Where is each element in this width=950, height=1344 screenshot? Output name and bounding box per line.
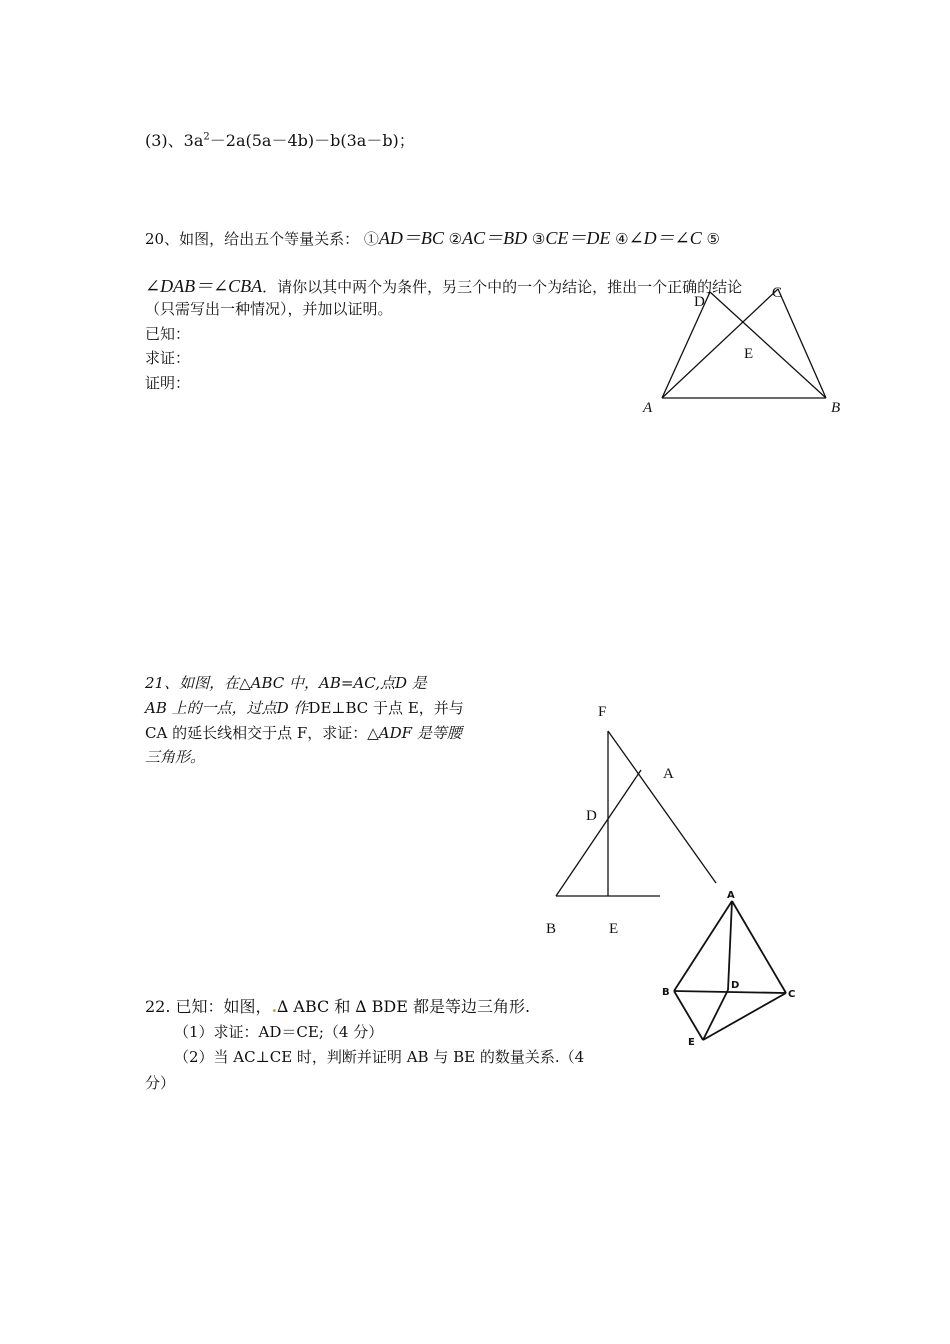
q20-label-d: D — [694, 294, 705, 310]
q19-expr-a: 3a — [183, 131, 204, 150]
q22-label-b: B — [662, 987, 670, 998]
q20-label-b: B — [831, 400, 841, 416]
q21-label-e: E — [609, 921, 619, 937]
q22-line1-a: 22. 已知：如图， — [145, 997, 272, 1016]
q20-line3: （只需写出一种情况），并加以证明。 — [145, 300, 393, 318]
q21-line4: 三角形。 — [145, 748, 206, 766]
q21-line2-a: AB 上的一点，过点D 作 — [145, 699, 309, 717]
q21-line3-b: ADF 是等腰 — [378, 724, 462, 742]
q22-segment-ab — [674, 901, 732, 991]
q22-segment-ac — [732, 901, 786, 993]
q20-known: 已知： — [145, 325, 191, 343]
q20-relation-4: ∠D＝∠C — [628, 228, 702, 248]
q21-line2-b: DE⊥BC 于点 E，并与 — [308, 699, 464, 717]
q21-label-d: D — [586, 808, 597, 824]
q20-circle-1: ① — [363, 230, 379, 248]
q20-circle-5: ⑤ — [706, 230, 720, 248]
q20-text-line2: ．请你以其中两个为条件，另三个中的一个为结论，推出一个正确的结论 — [262, 278, 743, 296]
q19-expr-sup: 2 — [203, 131, 210, 143]
q22-label-a: A — [727, 890, 735, 901]
q22-part1: （1）求证：AD＝CE;（4 分） — [174, 1023, 384, 1041]
q20-circle-3: ③ — [531, 230, 546, 248]
q22-line1-b: ∆ ABC 和 ∆ BDE 都是等边三角形. — [277, 997, 531, 1016]
q19-expr-b: －2a(5a－4b)－b(3a－b)； — [209, 131, 415, 150]
q20-label-e: E — [744, 346, 754, 362]
q21-line3-a: CA 的延长线相交于点 F，求证：△ — [145, 724, 379, 742]
q22-part2: （2）当 AC⊥CE 时，判断并证明 AB 与 BE 的数量关系.（4 — [174, 1048, 585, 1066]
q20-relation-1: AD＝BC — [378, 228, 444, 248]
q22-segment-bc — [674, 991, 786, 993]
q20-intro: 20、如图，给出五个等量关系： — [145, 230, 360, 248]
q21-line1-text: 21、如图，在△ABC 中，AB=AC,点D 是 — [145, 674, 427, 692]
q20-proof: 证明： — [145, 374, 191, 392]
q21-label-a: A — [663, 766, 674, 782]
q20-label-c: C — [772, 285, 783, 301]
q22-label-d: D — [731, 980, 740, 991]
q21-label-b: B — [546, 921, 557, 937]
q20-circle-2: ② — [448, 230, 463, 248]
q19-label: (3)、 — [145, 131, 184, 150]
q22-label-e: E — [688, 1037, 695, 1048]
q20-relation-2: AC＝BD — [462, 228, 528, 248]
q20-label-a: A — [643, 400, 653, 416]
q20-prove: 求证： — [145, 349, 191, 367]
q22-segment-be — [674, 991, 703, 1040]
q22-label-c: C — [788, 989, 796, 1000]
q22-line1-dot: . — [271, 997, 278, 1016]
q22-part2-end: 分） — [145, 1074, 176, 1092]
q21-label-f: F — [598, 704, 607, 720]
q22-segment-ad — [728, 901, 732, 990]
q20-relation-5: ∠DAB＝∠CBA — [145, 276, 263, 296]
q20-relation-3: CE＝DE — [545, 228, 611, 248]
q20-circle-4: ④ — [615, 230, 629, 248]
